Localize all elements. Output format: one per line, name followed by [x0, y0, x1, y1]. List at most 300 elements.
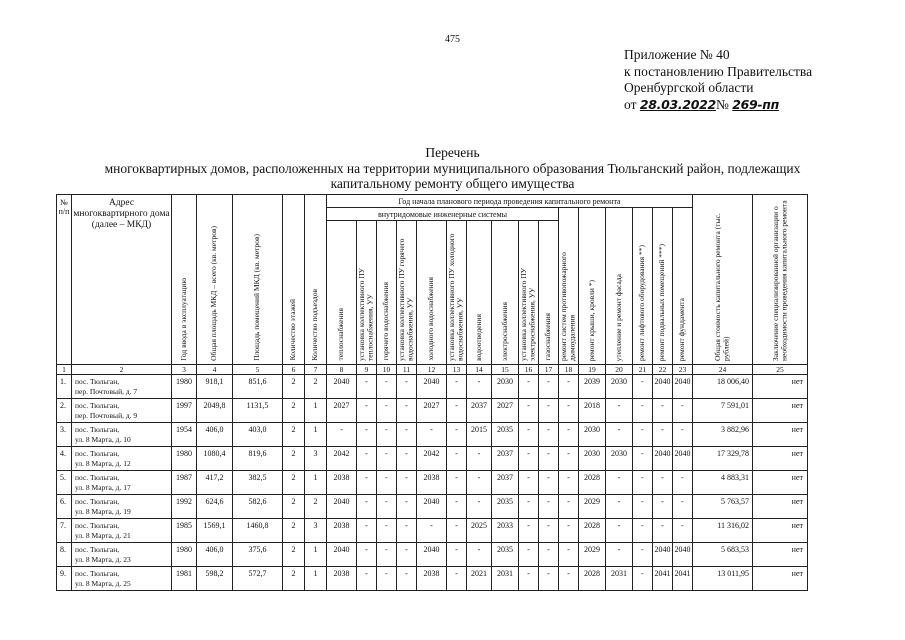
- row-entrances: 1: [305, 399, 327, 423]
- row-repair-year: -: [519, 423, 539, 447]
- header-premises-area: Площадь помещений МКД (кв. метров): [252, 233, 262, 361]
- row-number: 9.: [57, 567, 72, 591]
- column-number: 13: [447, 365, 467, 375]
- row-repair-year: -: [653, 471, 673, 495]
- row-repair-year: -: [357, 399, 377, 423]
- row-repair-year: -: [447, 543, 467, 567]
- header-eng-3: горячего водоснабжения: [381, 282, 391, 361]
- column-number: 23: [673, 365, 693, 375]
- repair-table: [56, 194, 808, 591]
- address-line-2: ул. 8 Марта, д. 23: [75, 555, 131, 564]
- row-repair-year: -: [519, 471, 539, 495]
- row-address: [72, 423, 172, 447]
- row-repair-year: 2035: [492, 543, 519, 567]
- row-repair-year: -: [467, 447, 492, 471]
- row-repair-year: -: [327, 423, 357, 447]
- row-repair-year: -: [519, 375, 539, 399]
- row-repair-year: 2028: [579, 567, 606, 591]
- title-line-3: капитальному ремонту общего имущества: [330, 176, 575, 191]
- row-repair-year: 2042: [327, 447, 357, 471]
- address-line-1: пос. Тюльган,: [75, 401, 120, 410]
- row-total-area: 624,6: [197, 495, 233, 519]
- header-eng-4: установка коллективного ПУ горячего водоснабжения, УУ: [397, 238, 415, 361]
- row-entrances: 1: [305, 567, 327, 591]
- address-line-2: ул. 8 Марта, д. 25: [75, 579, 131, 588]
- column-number: 6: [283, 365, 305, 375]
- row-entrances: 1: [305, 543, 327, 567]
- row-repair-year: 2041: [673, 567, 693, 591]
- row-repair-year: -: [633, 399, 653, 423]
- row-repair-year: -: [673, 519, 693, 543]
- row-year: 1985: [172, 519, 197, 543]
- row-repair-year: -: [397, 495, 417, 519]
- header-eng-6: установка коллективного ПУ холодного водоснабжения, УУ: [447, 233, 465, 361]
- row-repair-year: -: [559, 471, 579, 495]
- row-repair-year: -: [673, 471, 693, 495]
- row-repair-year: -: [653, 399, 673, 423]
- row-repair-year: -: [377, 543, 397, 567]
- row-repair-year: 2030: [492, 375, 519, 399]
- table-row: [57, 399, 808, 423]
- header-eng-5: холодного водоснабжения: [426, 277, 436, 361]
- row-repair-year: 2027: [417, 399, 447, 423]
- row-conclusion: нет: [753, 495, 808, 519]
- row-address: [72, 567, 172, 591]
- row-repair-year: -: [673, 399, 693, 423]
- row-repair-year: -: [397, 567, 417, 591]
- row-repair-year: -: [539, 447, 559, 471]
- row-repair-year: -: [559, 447, 579, 471]
- table-row: [57, 543, 808, 567]
- column-number: 15: [492, 365, 519, 375]
- row-repair-year: -: [397, 471, 417, 495]
- row-repair-year: -: [539, 567, 559, 591]
- row-repair-year: -: [519, 447, 539, 471]
- address-line-1: пос. Тюльган,: [75, 521, 120, 530]
- row-conclusion: нет: [753, 399, 808, 423]
- row-repair-year: -: [357, 495, 377, 519]
- handwritten-number: 269-пп: [732, 96, 779, 112]
- row-total-area: 598,2: [197, 567, 233, 591]
- row-repair-year: -: [539, 519, 559, 543]
- row-premises-area: 382,5: [233, 471, 283, 495]
- row-total-area: 417,2: [197, 471, 233, 495]
- row-repair-year: 2040: [653, 375, 673, 399]
- row-year: 1980: [172, 375, 197, 399]
- row-repair-year: -: [539, 495, 559, 519]
- address-line-2: ул. 8 Марта, д. 17: [75, 483, 131, 492]
- row-total-area: 1569,1: [197, 519, 233, 543]
- address-line-1: пос. Тюльган,: [75, 473, 120, 482]
- row-entrances: 1: [305, 423, 327, 447]
- row-cost: 13 011,95: [693, 567, 753, 591]
- row-premises-area: 403,0: [233, 423, 283, 447]
- column-number: 11: [397, 365, 417, 375]
- row-repair-year: 2038: [417, 567, 447, 591]
- column-number: 9: [357, 365, 377, 375]
- row-repair-year: -: [539, 471, 559, 495]
- header-eng-1: теплоснабжения: [336, 308, 346, 361]
- address-line-2: ул. 8 Марта, д. 12: [75, 459, 131, 468]
- row-conclusion: нет: [753, 471, 808, 495]
- row-repair-year: -: [377, 423, 397, 447]
- row-cost: 5 683,53: [693, 543, 753, 567]
- row-repair-year: -: [447, 447, 467, 471]
- row-repair-year: -: [447, 423, 467, 447]
- row-premises-area: 572,7: [233, 567, 283, 591]
- row-repair-year: -: [559, 543, 579, 567]
- row-repair-year: -: [357, 471, 377, 495]
- row-conclusion: нет: [753, 543, 808, 567]
- row-repair-year: 2035: [492, 495, 519, 519]
- row-repair-year: -: [519, 399, 539, 423]
- address-line-2: пер. Почтовый, д. 9: [75, 411, 138, 420]
- row-address: [72, 519, 172, 543]
- column-number: 25: [753, 365, 808, 375]
- row-entrances: 3: [305, 447, 327, 471]
- row-repair-year: 2042: [417, 447, 447, 471]
- row-repair-year: -: [417, 423, 447, 447]
- column-number: 12: [417, 365, 447, 375]
- header-num: № п/п: [57, 195, 72, 365]
- row-repair-year: 2038: [327, 471, 357, 495]
- row-repair-year: -: [467, 543, 492, 567]
- row-repair-year: 2041: [653, 567, 673, 591]
- header-total-area: Общая площадь МКД – всего (кв. метров): [209, 225, 219, 361]
- row-cost: 17 329,78: [693, 447, 753, 471]
- row-repair-year: -: [397, 423, 417, 447]
- row-repair-year: -: [519, 567, 539, 591]
- row-repair-year: -: [673, 495, 693, 519]
- address-line-2: ул. 8 Марта, д. 10: [75, 435, 131, 444]
- row-repair-year: 2040: [417, 543, 447, 567]
- row-repair-year: -: [397, 375, 417, 399]
- row-repair-year: 2037: [467, 399, 492, 423]
- row-repair-year: -: [606, 399, 633, 423]
- header-eng-7: водоотведения: [473, 313, 483, 361]
- row-conclusion: нет: [753, 519, 808, 543]
- title-line-2: многоквартирных домов, расположенных на территории муниципального образования Тюльганский район, подлежащих: [104, 161, 801, 176]
- row-repair-year: -: [519, 543, 539, 567]
- row-repair-year: 2038: [327, 567, 357, 591]
- number-prefix: №: [715, 96, 729, 112]
- column-number: 17: [539, 365, 559, 375]
- table-row: [57, 519, 808, 543]
- row-address: [72, 471, 172, 495]
- column-number: 18: [559, 365, 579, 375]
- row-repair-year: -: [357, 543, 377, 567]
- row-repair-year: -: [633, 495, 653, 519]
- column-number: 24: [693, 365, 753, 375]
- table-row: [57, 495, 808, 519]
- address-line-1: пос. Тюльган,: [75, 425, 120, 434]
- row-number: 4.: [57, 447, 72, 471]
- row-cost: 11 316,02: [693, 519, 753, 543]
- row-repair-year: -: [606, 543, 633, 567]
- appendix-line-1: Приложение № 40: [624, 47, 730, 62]
- row-floors: 2: [283, 519, 305, 543]
- row-number: 1.: [57, 375, 72, 399]
- row-conclusion: нет: [753, 375, 808, 399]
- row-conclusion: нет: [753, 447, 808, 471]
- row-repair-year: -: [377, 495, 397, 519]
- row-repair-year: 2040: [417, 375, 447, 399]
- address-line-1: пос. Тюльган,: [75, 449, 120, 458]
- row-repair-year: 2037: [492, 447, 519, 471]
- column-number: 19: [579, 365, 606, 375]
- row-cost: 4 883,31: [693, 471, 753, 495]
- row-floors: 2: [283, 375, 305, 399]
- row-cost: 5 763,57: [693, 495, 753, 519]
- page-number: 475: [445, 34, 460, 45]
- column-number: 10: [377, 365, 397, 375]
- row-repair-year: 2025: [467, 519, 492, 543]
- header-eng-10: газоснабжения: [543, 313, 553, 361]
- row-repair-year: -: [447, 399, 467, 423]
- row-repair-year: -: [606, 471, 633, 495]
- address-line-1: пос. Тюльган,: [75, 569, 120, 578]
- row-repair-year: 2029: [579, 543, 606, 567]
- address-line-1: пос. Тюльган,: [75, 377, 120, 386]
- appendix-line-3: Оренбургской области: [624, 80, 754, 95]
- row-repair-year: -: [633, 423, 653, 447]
- row-repair-year: -: [539, 375, 559, 399]
- row-repair-year: -: [467, 375, 492, 399]
- table-body: [57, 375, 808, 591]
- row-repair-year: -: [357, 423, 377, 447]
- header-basement: ремонт подвальных помещений ***): [657, 243, 667, 361]
- row-repair-year: -: [397, 519, 417, 543]
- row-repair-year: -: [377, 519, 397, 543]
- row-number: 3.: [57, 423, 72, 447]
- row-repair-year: -: [633, 447, 653, 471]
- table-row: [57, 447, 808, 471]
- row-repair-year: 2030: [579, 423, 606, 447]
- row-repair-year: 2040: [653, 543, 673, 567]
- row-repair-year: -: [377, 447, 397, 471]
- row-repair-year: 2038: [417, 471, 447, 495]
- row-repair-year: 2015: [467, 423, 492, 447]
- row-number: 5.: [57, 471, 72, 495]
- header-floors: Количество этажей: [288, 299, 298, 361]
- row-entrances: 2: [305, 495, 327, 519]
- row-repair-year: 2029: [579, 495, 606, 519]
- column-number: 21: [633, 365, 653, 375]
- row-repair-year: 2027: [327, 399, 357, 423]
- row-repair-year: -: [357, 567, 377, 591]
- row-floors: 2: [283, 567, 305, 591]
- row-address: [72, 543, 172, 567]
- row-number: 8.: [57, 543, 72, 567]
- row-conclusion: нет: [753, 567, 808, 591]
- row-repair-year: 2040: [327, 375, 357, 399]
- column-number: 16: [519, 365, 539, 375]
- header-roof: ремонт крыши, кровли *): [586, 279, 596, 361]
- row-entrances: 1: [305, 471, 327, 495]
- row-floors: 2: [283, 423, 305, 447]
- column-number-row: [57, 365, 808, 375]
- row-repair-year: -: [559, 567, 579, 591]
- row-total-area: 2049,8: [197, 399, 233, 423]
- row-premises-area: 582,6: [233, 495, 283, 519]
- header-address: Адрес многоквартирного дома (далее – МКД): [72, 195, 172, 365]
- appendix-date-line: [624, 97, 812, 114]
- header-entrances: Количество подъездов: [310, 288, 320, 361]
- row-repair-year: -: [633, 519, 653, 543]
- header-lift: ремонт лифтового оборудования **): [637, 245, 647, 361]
- row-repair-year: -: [519, 495, 539, 519]
- row-repair-year: 2031: [492, 567, 519, 591]
- column-number: 7: [305, 365, 327, 375]
- row-repair-year: -: [519, 519, 539, 543]
- header-plan-period: Год начала планового периода проведения капитального ремонта: [327, 195, 693, 208]
- table-row: [57, 471, 808, 495]
- row-total-area: 406,0: [197, 423, 233, 447]
- row-address: [72, 447, 172, 471]
- row-repair-year: -: [397, 399, 417, 423]
- row-year: 1980: [172, 543, 197, 567]
- handwritten-date: 28.03.2022: [639, 96, 716, 112]
- address-line-2: ул. 8 Марта, д. 19: [75, 507, 131, 516]
- row-repair-year: -: [377, 567, 397, 591]
- row-repair-year: -: [653, 495, 673, 519]
- row-repair-year: 2040: [417, 495, 447, 519]
- row-premises-area: 1460,8: [233, 519, 283, 543]
- row-entrances: 2: [305, 375, 327, 399]
- row-cost: 3 882,96: [693, 423, 753, 447]
- row-premises-area: 819,6: [233, 447, 283, 471]
- header-year: Год ввода в эксплуатацию: [178, 277, 188, 361]
- address-line-2: пер. Почтовый, д. 7: [75, 387, 138, 396]
- header-facade: утепление и ремонт фасада: [613, 273, 623, 361]
- header-foundation: ремонт фундамента: [677, 297, 687, 361]
- row-repair-year: -: [606, 519, 633, 543]
- row-total-area: 918,1: [197, 375, 233, 399]
- header-eng-2: установка коллективного ПУ теплоснабжения, УУ: [357, 267, 375, 361]
- row-repair-year: -: [559, 399, 579, 423]
- row-repair-year: -: [633, 375, 653, 399]
- row-repair-year: -: [539, 399, 559, 423]
- row-conclusion: нет: [753, 423, 808, 447]
- column-number: 3: [172, 365, 197, 375]
- row-repair-year: -: [606, 423, 633, 447]
- row-repair-year: -: [377, 399, 397, 423]
- header-eng-9: установка коллективного ПУ электроснабжения, УУ: [519, 267, 537, 361]
- row-repair-year: 2040: [673, 375, 693, 399]
- row-repair-year: 2018: [579, 399, 606, 423]
- row-year: 1987: [172, 471, 197, 495]
- row-repair-year: -: [606, 495, 633, 519]
- row-entrances: 3: [305, 519, 327, 543]
- header-fire: ремонт систем противопожарного дымоудаления: [559, 252, 577, 361]
- row-premises-area: 375,6: [233, 543, 283, 567]
- row-address: [72, 399, 172, 423]
- row-repair-year: 2038: [327, 519, 357, 543]
- column-number: 8: [327, 365, 357, 375]
- row-repair-year: -: [447, 471, 467, 495]
- row-repair-year: 2040: [327, 495, 357, 519]
- row-repair-year: -: [559, 423, 579, 447]
- table-row: [57, 375, 808, 399]
- row-total-area: 1080,4: [197, 447, 233, 471]
- row-repair-year: 2039: [579, 375, 606, 399]
- address-line-1: пос. Тюльган,: [75, 497, 120, 506]
- row-floors: 2: [283, 495, 305, 519]
- row-floors: 2: [283, 543, 305, 567]
- table-row: [57, 567, 808, 591]
- row-repair-year: 2030: [606, 375, 633, 399]
- row-repair-year: -: [559, 519, 579, 543]
- row-year: 1997: [172, 399, 197, 423]
- row-address: [72, 495, 172, 519]
- row-repair-year: 2021: [467, 567, 492, 591]
- row-repair-year: -: [633, 567, 653, 591]
- row-total-area: 406,0: [197, 543, 233, 567]
- column-number: 4: [197, 365, 233, 375]
- row-repair-year: -: [357, 375, 377, 399]
- row-number: 7.: [57, 519, 72, 543]
- row-number: 2.: [57, 399, 72, 423]
- column-number: 20: [606, 365, 633, 375]
- row-repair-year: 2040: [327, 543, 357, 567]
- row-repair-year: -: [417, 519, 447, 543]
- table-row: [57, 423, 808, 447]
- row-repair-year: -: [447, 375, 467, 399]
- column-number: 2: [72, 365, 172, 375]
- row-year: 1981: [172, 567, 197, 591]
- row-repair-year: -: [559, 375, 579, 399]
- row-repair-year: -: [559, 495, 579, 519]
- row-repair-year: -: [377, 471, 397, 495]
- row-year: 1954: [172, 423, 197, 447]
- row-repair-year: -: [653, 519, 673, 543]
- row-repair-year: -: [467, 471, 492, 495]
- appendix-block: [624, 47, 812, 113]
- column-number: 22: [653, 365, 673, 375]
- column-number: 14: [467, 365, 492, 375]
- header-eng-8: электроснабжения: [499, 301, 509, 361]
- row-repair-year: 2035: [492, 423, 519, 447]
- row-repair-year: -: [447, 567, 467, 591]
- row-repair-year: 2033: [492, 519, 519, 543]
- row-number: 6.: [57, 495, 72, 519]
- row-cost: 7 591,01: [693, 399, 753, 423]
- row-repair-year: -: [377, 375, 397, 399]
- header-engineering: внутридомовые инженерные системы: [327, 208, 559, 221]
- address-line-2: ул. 8 Марта, д. 21: [75, 531, 131, 540]
- address-line-1: пос. Тюльган,: [75, 545, 120, 554]
- row-premises-area: 1131,5: [233, 399, 283, 423]
- row-repair-year: 2030: [579, 447, 606, 471]
- row-repair-year: 2037: [492, 471, 519, 495]
- row-repair-year: 2040: [673, 447, 693, 471]
- row-repair-year: 2030: [606, 447, 633, 471]
- row-address: [72, 375, 172, 399]
- row-premises-area: 851,6: [233, 375, 283, 399]
- row-repair-year: -: [539, 543, 559, 567]
- row-repair-year: -: [357, 447, 377, 471]
- row-repair-year: -: [467, 495, 492, 519]
- row-repair-year: 2040: [673, 543, 693, 567]
- row-repair-year: -: [357, 519, 377, 543]
- header-cost: Общая стоимость капитального ремонта (тыс. рублей): [713, 212, 731, 361]
- column-number: 1: [57, 365, 72, 375]
- appendix-line-2: к постановлению Правительства: [624, 63, 813, 79]
- row-repair-year: -: [633, 543, 653, 567]
- row-repair-year: 2028: [579, 519, 606, 543]
- row-repair-year: -: [447, 519, 467, 543]
- row-year: 1992: [172, 495, 197, 519]
